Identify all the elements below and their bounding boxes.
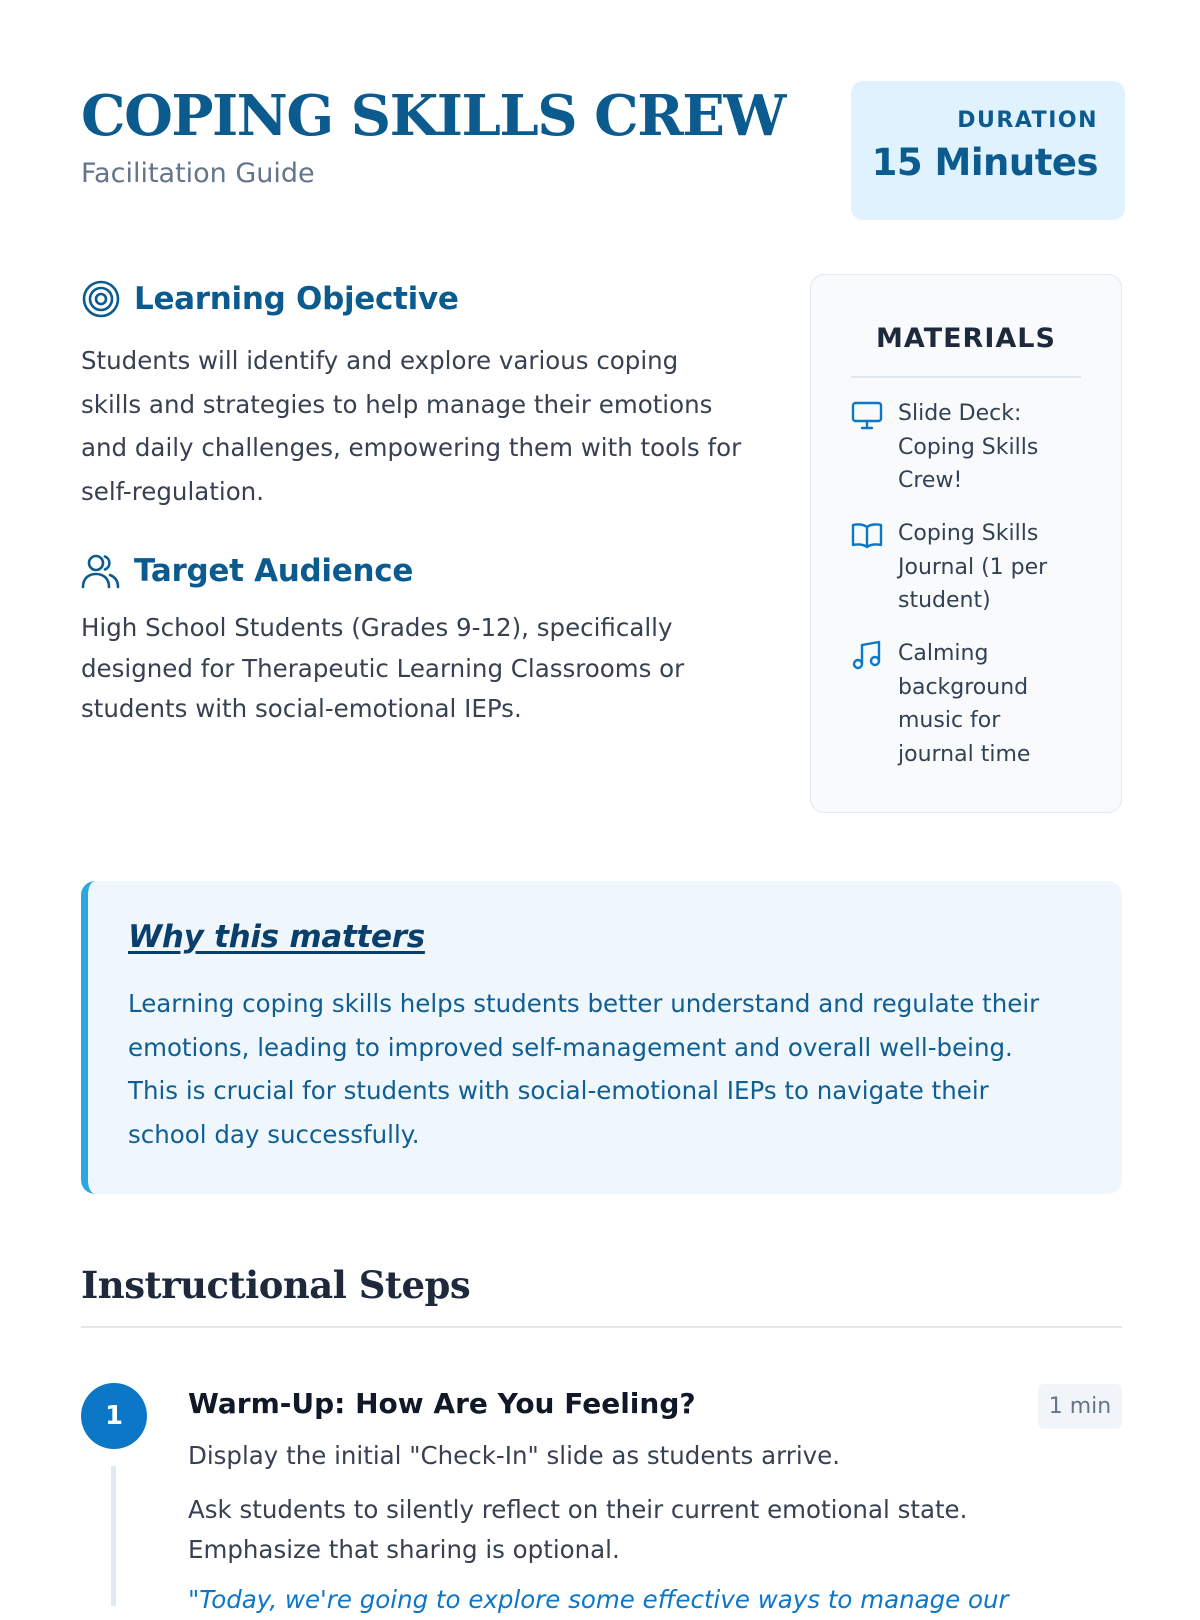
callout-body [128,982,1078,1156]
facilitation-guide-page [81,0,1121,1614]
page-subtitle: Facilitation Guide [81,158,315,189]
text-line: self-regulation. [81,476,264,506]
step-number-badge: 1 [81,1383,147,1449]
text-line: Coping Skills [898,521,1039,546]
text-line: Slide Deck: [898,401,1022,426]
text-line: This is crucial for students with social-emotional IEPs to navigate their [128,1076,989,1105]
text-line: emotions, leading to improved self-management and overall well-being. [128,1032,1013,1062]
materials-divider [851,376,1081,378]
monitor-icon [851,399,883,431]
duration-label: DURATION [957,108,1098,133]
text-line: Ask students to silently reflect on their current emotional state. [188,1495,968,1524]
text-line: Students will identify and explore various coping [81,346,679,375]
materials-item-text [898,517,1093,618]
step-duration-badge: 1 min [1038,1384,1122,1429]
text-line: background [898,674,1029,700]
text-line: Learning coping skills helps students better understand and regulate their [128,989,1040,1018]
step-instruction: Display the initial "Check-In" slide as students arrive. [188,1441,841,1470]
step-timeline-line [111,1466,116,1606]
book-icon [851,519,883,551]
why-this-matters-callout [81,881,1122,1194]
materials-card [810,274,1122,813]
text-line: music for [898,708,1001,733]
section-divider [81,1326,1122,1328]
learning-objective-title: Learning Objective [134,281,459,317]
text-line: skills and strategies to help manage their emotions [81,389,713,419]
materials-item-text [898,637,1093,771]
music-icon [851,639,883,671]
duration-card [851,81,1125,220]
text-line: school day successfully. [128,1119,420,1149]
page-title: COPING SKILLS CREW [81,83,785,149]
text-line: Crew! [898,468,963,493]
text-line: students with social-emotional IEPs. [81,694,522,723]
text-line: journal time [898,741,1031,767]
users-icon [81,551,121,591]
text-line: designed for Therapeutic Learning Classrooms or [81,653,685,683]
instructional-steps-heading: Instructional Steps [81,1263,471,1307]
learning-objective-text [81,339,771,513]
target-audience-heading [81,551,413,591]
text-line: Journal (1 per [898,554,1048,580]
materials-item-text [898,397,1093,498]
text-line: Calming [898,641,989,666]
step-title: Warm-Up: How Are You Feeling? [188,1387,696,1420]
text-line: and daily challenges, empowering them with tools for [81,433,742,462]
text-line: Emphasize that sharing is optional. [188,1535,620,1564]
text-line: High School Students (Grades 9-12), specifically [81,613,673,642]
target-audience-title: Target Audience [134,553,414,589]
learning-objective-heading [81,279,459,319]
step-instruction [188,1490,1088,1570]
materials-heading: MATERIALS [876,323,1056,354]
text-line: student) [898,588,991,613]
step-script-quote: "Today, we're going to explore some effective ways to manage our [188,1585,1009,1614]
duration-value: 15 Minutes [871,141,1098,184]
target-audience-text [81,608,771,730]
target-icon [81,279,121,319]
text-line: Coping Skills [898,434,1039,460]
callout-heading: Why this matters [128,919,425,955]
